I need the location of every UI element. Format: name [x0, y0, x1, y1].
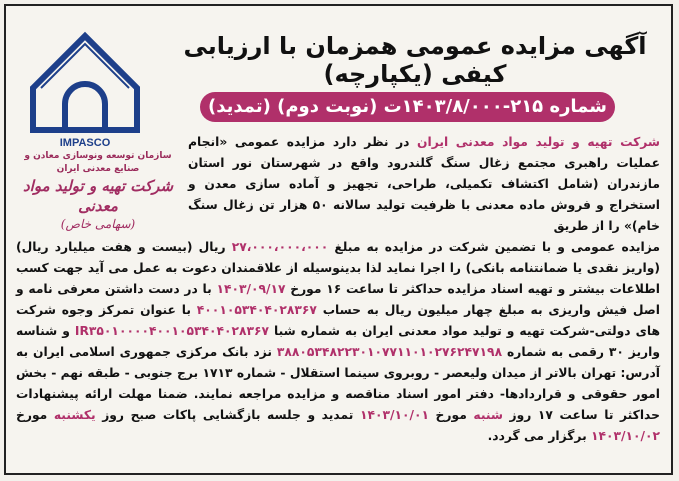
guarantee-amount: ۲۷،۰۰۰،۰۰۰،۰۰۰	[231, 240, 329, 254]
p2-text-a: مزایده عمومی و با تضمین شرکت در مزایده به مبلغ	[328, 240, 660, 254]
deadline-date-2: ۱۴۰۳/۱۰/۰۱	[359, 408, 429, 422]
p2-text-f: نزد بانک مرکزی جمهوری اسلامی ایران به آدرس: تهران بالاتر از میدان ولیعصر - روبروی سینما استقلال - شماره ۱۷۱۳ برج جنوبی - طبقه نهم - بخش امور حقوقی و قراردادها- دفتر امور اسناد مناقصه و مزایده مراجعه نمایند. ضمنا مهلت ارائه پیشنهادات حداکثر تا ساعت ۱۷ روز	[16, 345, 661, 422]
impasco-logo	[18, 28, 152, 150]
p2-text-b: ریال (بیست و هفت میلیارد ریال) (واریز نقدی یا ضمانتنامه بانکی) را اجرا نماید لذا بدینوسیله از علاقمندان دعوت به عمل می آید جهت کسب اطلاعات بیشتر و تهیه اسناد مزایده حداکثر تا ساعت ۱۶ مورخ	[16, 240, 661, 296]
company-intro: شرکت تهیه و تولید مواد معدنی ایران	[417, 135, 660, 149]
sheba-number: IR۳۵۰۱۰۰۰۰۴۰۰۱۰۵۳۴۰۴۰۲۸۳۶۷	[74, 324, 270, 338]
p2-text-d: با عنوان تمرکز وجوه شرکت های دولتی-شرکت تهیه و تولید مواد معدنی ایران به شماره شبا	[16, 303, 660, 338]
body-paragraph-1	[188, 132, 660, 237]
p2-text-g: مورخ	[428, 408, 474, 422]
company-name: شرکت تهیه و تولید مواد معدنی	[22, 177, 174, 215]
p2-text-c: با در دست داشتن معرفی نامه و اصل فیش واریزی به مبلغ چهار میلیون ریال به حساب	[16, 282, 661, 317]
p2-text-i: مورخ	[16, 408, 54, 422]
p2-text-e: و شناسه واریز ۳۰ رقمی به شماره	[16, 324, 660, 359]
p1-text: در نظر دارد مزایده عمومی «انجام عملیات راهبری مجتمع زغال سنگ گلندرود واقع در شهرستان نور استان مازندران (شامل اکتشاف تکمیلی، طراحی، تجهیز و آماده سازی معدن و استخراج و فروش ماده معدنی با ظرفیت تولید سالانه ۵۰ هزار تن زغال سنگ خام)» را از طریق	[188, 135, 660, 233]
ad-title: آگهی مزایده عمومی همزمان با ارزیابی کیفی (یکپارچه)	[183, 32, 647, 88]
account-number: ۴۰۰۱۰۵۳۴۰۴۰۲۸۳۶۷	[196, 303, 317, 317]
body-paragraph-2	[16, 237, 660, 447]
company-type: (سهامی خاص)	[60, 217, 136, 231]
org-caption: سازمان توسعه ونوسازی معادن و صنایع معدنی ایران	[24, 151, 172, 174]
deadline-date-1: ۱۴۰۳/۰۹/۱۷	[216, 282, 286, 296]
deadline-day: شنبه	[473, 408, 503, 422]
payment-id: ۳۸۸۰۵۳۴۸۲۲۳۰۱۰۷۷۱۱۰۱۰۲۷۶۲۴۷۱۹۸	[276, 345, 503, 359]
logo-house-icon	[33, 36, 137, 130]
p2-text-h: تمدید و جلسه بازگشایی پاکات صبح روز	[95, 408, 360, 422]
logo-brand-text: IMPASCO	[59, 137, 111, 149]
ad-number-banner: شماره ۲۱۵-۱۴۰۳/۸/۰۰۰ت (نوبت دوم) (تمدید)	[200, 92, 615, 122]
company-block	[14, 150, 182, 232]
opening-date: ۱۴۰۳/۱۰/۰۲	[590, 429, 660, 443]
opening-day: یکشنبه	[53, 408, 96, 422]
p2-text-j: برگزار می گردد.	[487, 429, 591, 443]
